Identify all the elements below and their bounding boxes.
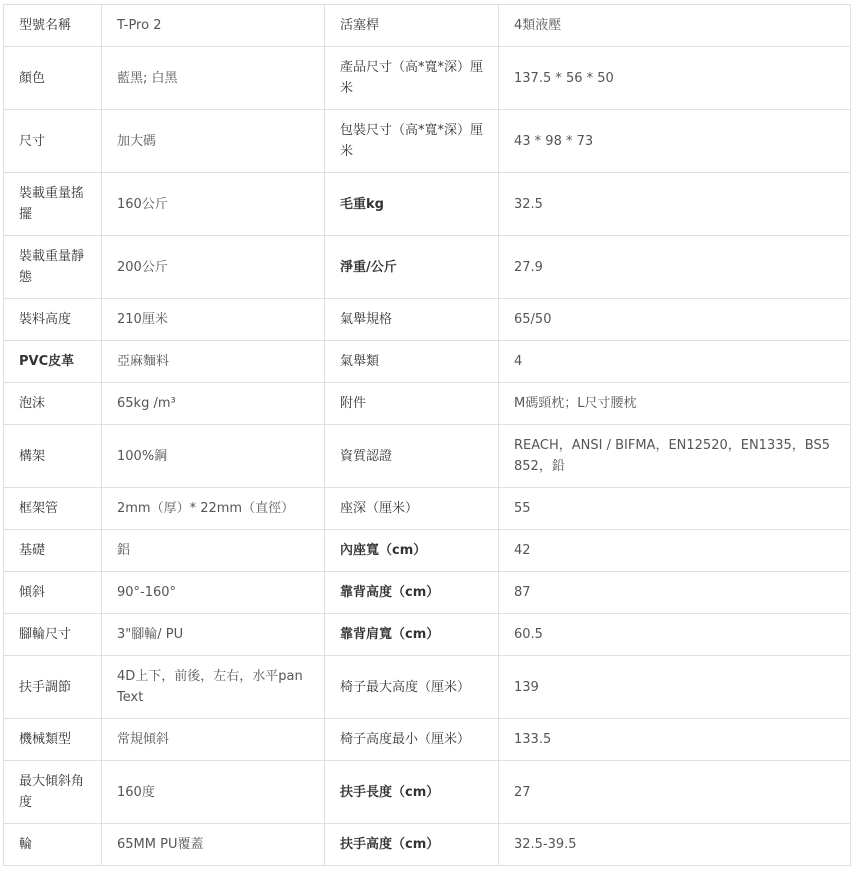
table-row (4, 656, 851, 719)
spec-table (3, 4, 851, 866)
spec-value: 137.5 * 56 * 50 (499, 47, 851, 110)
spec-label: 淨重/公斤 (325, 236, 499, 299)
spec-value: 3"腳輪/ PU (102, 614, 325, 656)
spec-label: 椅子高度最小（厘米） (325, 719, 499, 761)
spec-value: 加大碼 (102, 110, 325, 173)
spec-label: 輪 (4, 824, 102, 866)
spec-value: 藍黑; 白黑 (102, 47, 325, 110)
spec-value: 55 (499, 488, 851, 530)
table-row (4, 173, 851, 236)
table-row (4, 614, 851, 656)
spec-label: 產品尺寸（高*寬*深）厘米 (325, 47, 499, 110)
table-row (4, 761, 851, 824)
table-row (4, 383, 851, 425)
spec-label: 座深（厘米） (325, 488, 499, 530)
spec-label: 傾斜 (4, 572, 102, 614)
table-row (4, 572, 851, 614)
spec-label: 裝載重量搖擺 (4, 173, 102, 236)
spec-value: 160公斤 (102, 173, 325, 236)
spec-label: 基礎 (4, 530, 102, 572)
spec-value: 27 (499, 761, 851, 824)
spec-label: 內座寬（cm） (325, 530, 499, 572)
spec-value: 60.5 (499, 614, 851, 656)
spec-label: 椅子最大高度（厘米） (325, 656, 499, 719)
spec-label: 扶手長度（cm） (325, 761, 499, 824)
spec-value: 4 (499, 341, 851, 383)
spec-label: 資質認證 (325, 425, 499, 488)
table-row (4, 719, 851, 761)
spec-label: 扶手高度（cm） (325, 824, 499, 866)
spec-value: 210厘米 (102, 299, 325, 341)
spec-value: 常規傾斜 (102, 719, 325, 761)
spec-value: 亞麻麵料 (102, 341, 325, 383)
spec-label: 機械類型 (4, 719, 102, 761)
spec-value: 65MM PU覆蓋 (102, 824, 325, 866)
spec-value: 43 * 98 * 73 (499, 110, 851, 173)
spec-value: 90°-160° (102, 572, 325, 614)
spec-label: 最大傾斜角度 (4, 761, 102, 824)
spec-label: 型號名稱 (4, 5, 102, 47)
table-row (4, 341, 851, 383)
spec-value: 160度 (102, 761, 325, 824)
spec-value: 42 (499, 530, 851, 572)
spec-label: PVC皮革 (4, 341, 102, 383)
table-row (4, 110, 851, 173)
spec-value: M碼頸枕；L尺寸腰枕 (499, 383, 851, 425)
spec-label: 尺寸 (4, 110, 102, 173)
table-row (4, 488, 851, 530)
spec-label: 氣舉規格 (325, 299, 499, 341)
spec-value: 200公斤 (102, 236, 325, 299)
spec-label: 構架 (4, 425, 102, 488)
spec-label: 框架管 (4, 488, 102, 530)
spec-value: 27.9 (499, 236, 851, 299)
spec-value: REACH，ANSI / BIFMA，EN12520，EN1335，BS5852，鉛 (499, 425, 851, 488)
spec-value: 87 (499, 572, 851, 614)
spec-label: 裝料高度 (4, 299, 102, 341)
spec-value: 65kg /m³ (102, 383, 325, 425)
spec-label: 附件 (325, 383, 499, 425)
spec-value: T-Pro 2 (102, 5, 325, 47)
table-row (4, 530, 851, 572)
spec-value: 鋁 (102, 530, 325, 572)
spec-value: 133.5 (499, 719, 851, 761)
table-row (4, 299, 851, 341)
spec-value: 4類液壓 (499, 5, 851, 47)
spec-label: 包裝尺寸（高*寬*深）厘米 (325, 110, 499, 173)
spec-table-body (4, 5, 851, 866)
spec-value: 139 (499, 656, 851, 719)
table-row (4, 5, 851, 47)
spec-label: 腳輪尺寸 (4, 614, 102, 656)
spec-value: 32.5-39.5 (499, 824, 851, 866)
spec-label: 裝載重量靜態 (4, 236, 102, 299)
spec-label: 活塞桿 (325, 5, 499, 47)
table-row (4, 824, 851, 866)
spec-label: 毛重kg (325, 173, 499, 236)
spec-label: 靠背肩寬（cm） (325, 614, 499, 656)
spec-value: 2mm（厚）* 22mm（直徑） (102, 488, 325, 530)
table-row (4, 47, 851, 110)
spec-value: 100%鋼 (102, 425, 325, 488)
table-row (4, 236, 851, 299)
table-row (4, 425, 851, 488)
spec-label: 扶手調節 (4, 656, 102, 719)
spec-label: 泡沫 (4, 383, 102, 425)
spec-label: 氣舉類 (325, 341, 499, 383)
spec-label: 顏色 (4, 47, 102, 110)
spec-value: 4D上下，前後，左右，水平panText (102, 656, 325, 719)
spec-value: 65/50 (499, 299, 851, 341)
spec-value: 32.5 (499, 173, 851, 236)
spec-label: 靠背高度（cm） (325, 572, 499, 614)
